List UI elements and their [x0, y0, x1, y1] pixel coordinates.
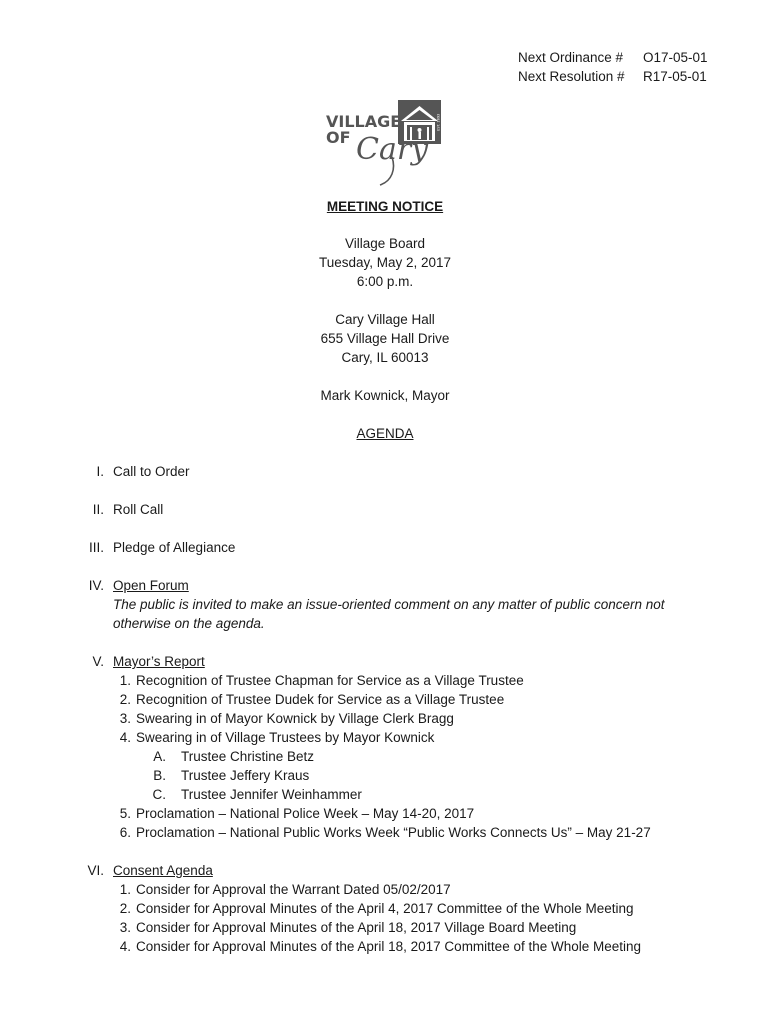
next-resolution-value: R17-05-01	[643, 69, 707, 84]
list-item-number: 5.	[119, 806, 131, 821]
meeting-notice-title: MEETING NOTICE	[326, 199, 444, 214]
list-item: Consider for Approval Minutes of the April 4, 2017 Committee of the Whole Meeting	[136, 901, 634, 916]
list-item-number: 1.	[119, 673, 131, 688]
meeting-body: Village Board	[344, 236, 426, 251]
section-numeral: II.	[92, 502, 104, 517]
section-numeral: I.	[96, 464, 104, 479]
logo-est-text: EST. 1893	[436, 113, 441, 131]
open-forum-note-line2: otherwise on the agenda.	[113, 616, 265, 631]
agenda-title: AGENDA	[356, 426, 414, 441]
list-item-number: 2.	[119, 692, 131, 707]
logo-village-text: VILLAGE	[326, 112, 402, 131]
section-numeral: VI.	[87, 863, 104, 878]
section-consent-agenda: Consent Agenda	[113, 863, 213, 878]
section-call-to-order: Call to Order	[113, 464, 190, 479]
list-item: Recognition of Trustee Dudek for Service as a Village Trustee	[136, 692, 505, 707]
list-item-number: 2.	[119, 901, 131, 916]
sub-item: Trustee Jeffery Kraus	[181, 768, 310, 783]
meeting-venue: Cary Village Hall	[335, 312, 435, 327]
meeting-time: 6:00 p.m.	[356, 274, 414, 289]
section-numeral: III.	[88, 540, 104, 555]
list-item-number: 4.	[119, 730, 131, 745]
meeting-date: Tuesday, May 2, 2017	[318, 255, 452, 270]
next-ordinance-label: Next Ordinance #	[518, 50, 624, 65]
list-item: Swearing in of Mayor Kownick by Village Clerk Bragg	[136, 711, 454, 726]
mayor-name: Mark Kownick, Mayor	[320, 388, 450, 403]
list-item-number: 4.	[119, 939, 131, 954]
next-resolution-label: Next Resolution #	[518, 69, 625, 84]
list-item: Proclamation – National Police Week – May 14-20, 2017	[136, 806, 475, 821]
meeting-street: 655 Village Hall Drive	[320, 331, 450, 346]
logo-cary-script: Cary	[356, 132, 429, 167]
section-numeral: V.	[92, 654, 104, 669]
list-item: Proclamation – National Public Works Week “Public Works Connects Us” – May 21-27	[136, 825, 651, 840]
village-of-cary-logo	[322, 97, 446, 189]
sub-item: Trustee Christine Betz	[181, 749, 315, 764]
open-forum-note-line1: The public is invited to make an issue-oriented comment on any matter of public concern not	[113, 597, 665, 612]
next-ordinance-value: O17-05-01	[643, 50, 708, 65]
list-item: Swearing in of Village Trustees by Mayor Kownick	[136, 730, 435, 745]
sub-item-letter: B.	[153, 768, 166, 783]
list-item-number: 3.	[119, 711, 131, 726]
meeting-city: Cary, IL 60013	[341, 350, 429, 365]
list-item: Consider for Approval Minutes of the April 18, 2017 Committee of the Whole Meeting	[136, 939, 642, 954]
section-open-forum: Open Forum	[113, 578, 189, 593]
section-roll-call: Roll Call	[113, 502, 164, 517]
list-item-number: 6.	[119, 825, 131, 840]
list-item: Consider for Approval Minutes of the April 18, 2017 Village Board Meeting	[136, 920, 577, 935]
list-item: Recognition of Trustee Chapman for Service as a Village Trustee	[136, 673, 524, 688]
section-pledge: Pledge of Allegiance	[113, 540, 236, 555]
list-item: Consider for Approval the Warrant Dated 05/02/2017	[136, 882, 451, 897]
section-numeral: IV.	[88, 578, 104, 593]
section-mayors-report: Mayor’s Report	[113, 654, 205, 669]
list-item-number: 1.	[119, 882, 131, 897]
list-item-number: 3.	[119, 920, 131, 935]
sub-item: Trustee Jennifer Weinhammer	[181, 787, 362, 802]
sub-item-letter: C.	[152, 787, 166, 802]
logo-of-text: OF	[326, 128, 351, 147]
sub-item-letter: A.	[153, 749, 166, 764]
